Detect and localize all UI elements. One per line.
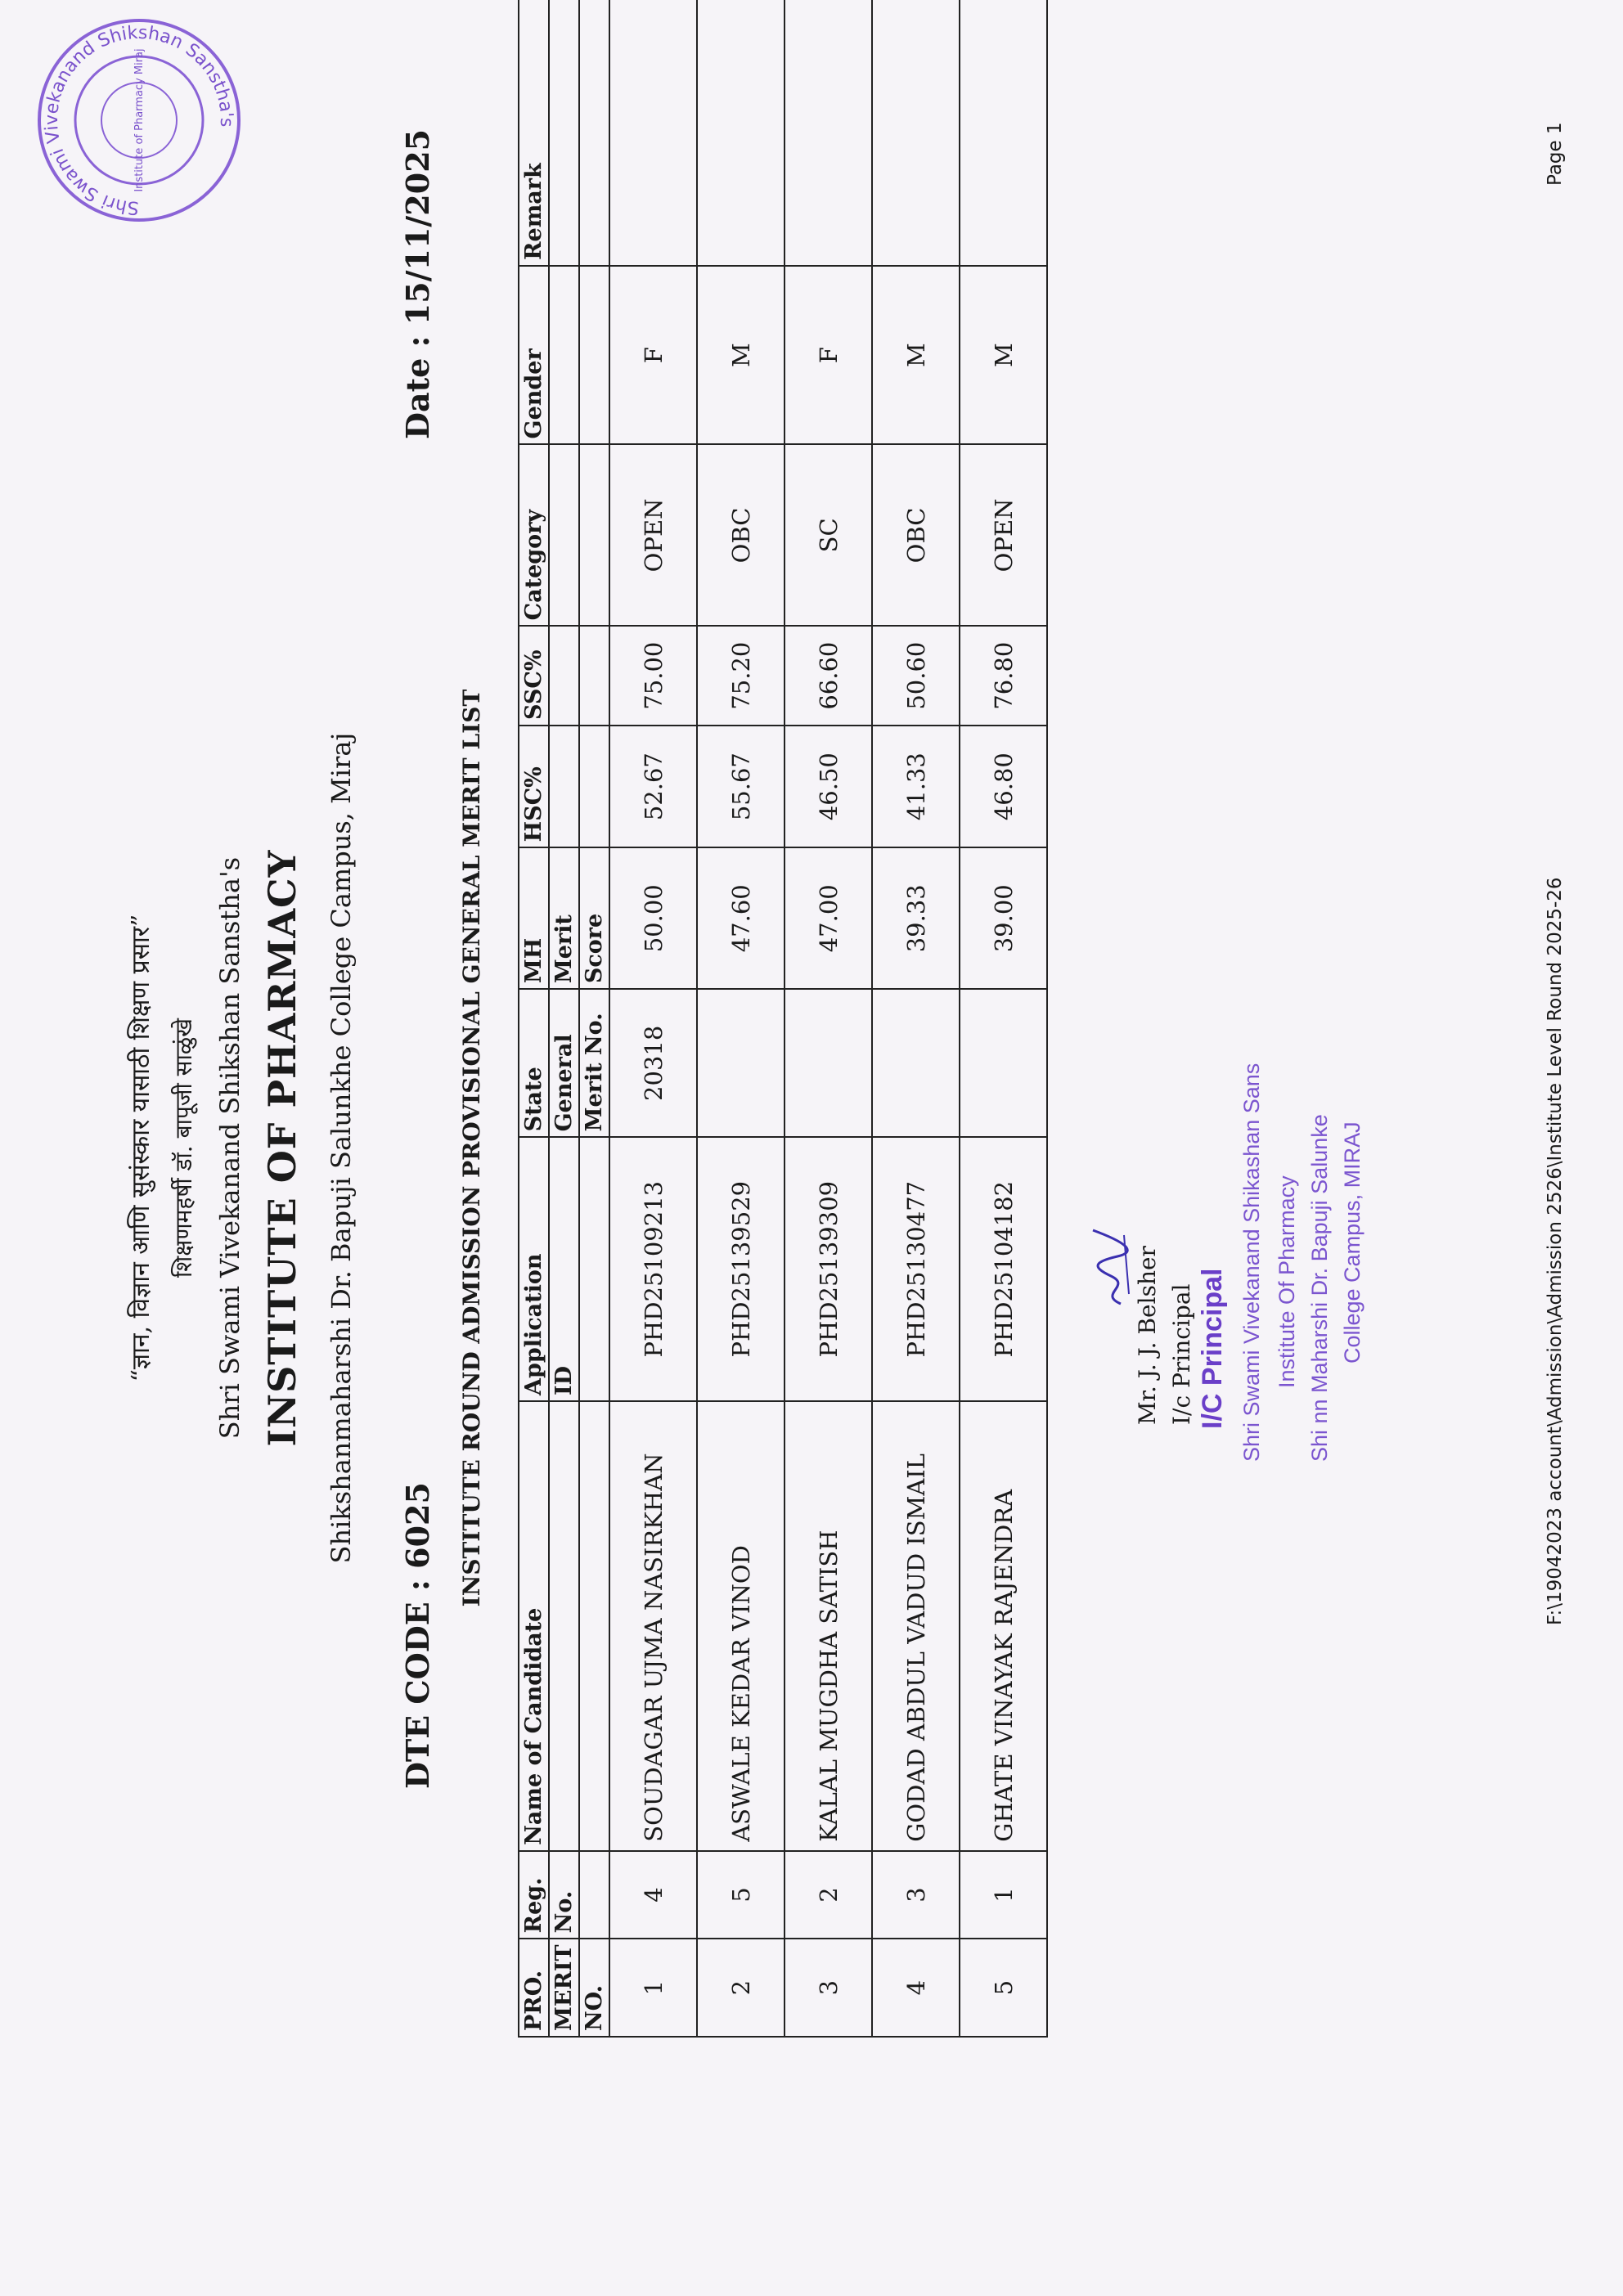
header-cell: Gender	[519, 266, 549, 445]
remark	[960, 0, 1047, 266]
gender: M	[872, 266, 960, 445]
header-cell: No.	[549, 1851, 579, 1939]
candidate-name: SOUDAGAR UJMA NASIRKHAN	[609, 1401, 697, 1851]
header-cell: Reg.	[519, 1851, 549, 1939]
category: SC	[785, 444, 872, 626]
remark	[872, 0, 960, 266]
header-row-3	[579, 0, 609, 2037]
mh-merit-score: 39.00	[960, 847, 1047, 989]
state-merit-no: 20318	[609, 989, 697, 1137]
principal-stamp-line: Institute Of Pharmacy	[1275, 1175, 1299, 1388]
hsc-percent: 52.67	[609, 726, 697, 847]
gender: M	[960, 266, 1047, 445]
header-cell	[579, 0, 609, 266]
application-id: PHD25109213	[609, 1137, 697, 1401]
principal-stamp-line: College Campus, MIRAJ	[1340, 1121, 1364, 1364]
candidate-name: GHATE VINAYAK RAJENDRA	[960, 1401, 1047, 1851]
header-cell: State	[519, 989, 549, 1137]
hsc-percent: 41.33	[872, 726, 960, 847]
principal-stamp-line: Shi nn Maharshi Dr. Bapuji Salunke	[1307, 1114, 1332, 1462]
hsc-percent: 55.67	[697, 726, 785, 847]
header-cell: General	[549, 989, 579, 1137]
file-path-footer: F:\19042023 account\Admission\Admission 2526\Institute Level Round 2025-26	[1544, 877, 1566, 1625]
header-cell: PRO.	[519, 1939, 549, 2037]
application-id: PHD25104182	[960, 1137, 1047, 1401]
reg-no: 2	[785, 1851, 872, 1939]
campus-line: Shikshanmaharshi Dr. Bapuji Salunkhe College Campus, Miraj	[326, 732, 357, 1564]
header-cell: NO.	[579, 1939, 609, 2037]
signatory-name: Mr. J. J. Belsher	[1134, 1246, 1161, 1425]
merit-list-title: INSTITUTE ROUND ADMISSION PROVISIONAL GENERAL MERIT LIST	[458, 689, 485, 1607]
header-cell: Category	[519, 444, 549, 626]
header-cell: Merit	[549, 847, 579, 989]
application-id: PHD25130477	[872, 1137, 960, 1401]
hsc-percent: 46.80	[960, 726, 1047, 847]
header-cell: HSC%	[519, 726, 549, 847]
category: OPEN	[960, 444, 1047, 626]
ssc-percent: 75.00	[609, 626, 697, 726]
application-id: PHD25139309	[785, 1137, 872, 1401]
state-merit-no	[697, 989, 785, 1137]
page-number: Page 1	[1544, 122, 1566, 186]
category: OBC	[697, 444, 785, 626]
candidate-name: ASWALE KEDAR VINOD	[697, 1401, 785, 1851]
header-cell	[579, 266, 609, 445]
header-cell	[549, 626, 579, 726]
signatory-role: I/c Principal	[1168, 1283, 1195, 1425]
header-cell: Name of Candidate	[519, 1401, 549, 1851]
gender: F	[785, 266, 872, 445]
motto: “ज्ञान, विज्ञान आणि सुसंस्कार यासाठी शिक्षण प्रसार”	[127, 914, 155, 1382]
header-cell: Merit No.	[579, 989, 609, 1137]
header-cell	[579, 626, 609, 726]
header-cell	[549, 726, 579, 847]
list-date: Date : 15/11/2025	[399, 128, 436, 439]
reg-no: 3	[872, 1851, 960, 1939]
candidate-name: KALAL MUGDHA SATISH	[785, 1401, 872, 1851]
header-cell: Remark	[519, 0, 549, 266]
header-cell	[579, 1401, 609, 1851]
mh-merit-score: 50.00	[609, 847, 697, 989]
header-cell: SSC%	[519, 626, 549, 726]
gender: M	[697, 266, 785, 445]
header-cell: Application	[519, 1137, 549, 1401]
ssc-percent: 50.60	[872, 626, 960, 726]
table-row	[872, 0, 960, 2037]
pro-merit-no: 2	[697, 1939, 785, 2037]
reg-no: 4	[609, 1851, 697, 1939]
header-cell: Score	[579, 847, 609, 989]
founder-line: शिक्षणमहर्षी डॉ. बापूजी साळुंखे	[170, 1018, 197, 1278]
header-cell	[579, 444, 609, 626]
institute-name: INSTITUTE OF PHARMACY	[260, 849, 304, 1447]
remark	[785, 0, 872, 266]
header-cell	[579, 1851, 609, 1939]
institute-seal-icon	[33, 14, 245, 227]
header-cell	[579, 1137, 609, 1401]
mh-merit-score: 47.00	[785, 847, 872, 989]
header-cell: MERIT	[549, 1939, 579, 2037]
mh-merit-score: 39.33	[872, 847, 960, 989]
category: OPEN	[609, 444, 697, 626]
table-row	[785, 0, 872, 2037]
mh-merit-score: 47.60	[697, 847, 785, 989]
reg-no: 1	[960, 1851, 1047, 1939]
reg-no: 5	[697, 1851, 785, 1939]
header-cell	[549, 0, 579, 266]
principal-stamp-line: Shri Swami Vivekanand Shikashan Sans	[1239, 1063, 1264, 1462]
header-cell: ID	[549, 1137, 579, 1401]
candidate-name: GODAD ABDUL VADUD ISMAIL	[872, 1401, 960, 1851]
table-row	[960, 0, 1047, 2037]
header-cell	[549, 1401, 579, 1851]
merit-table	[518, 0, 1048, 2038]
seal-inner-text: Institute of Pharmacy Miraj	[133, 48, 146, 192]
remark	[697, 0, 785, 266]
sanstha-name: Shri Swami Vivekanand Shikshan Sanstha's	[214, 856, 245, 1440]
gender: F	[609, 266, 697, 445]
dte-code: DTE CODE : 6025	[399, 1482, 436, 1789]
hsc-percent: 46.50	[785, 726, 872, 847]
header-cell	[549, 444, 579, 626]
state-merit-no	[960, 989, 1047, 1137]
pro-merit-no: 4	[872, 1939, 960, 2037]
ssc-percent: 75.20	[697, 626, 785, 726]
header-row-1	[519, 0, 549, 2037]
category: OBC	[872, 444, 960, 626]
pro-merit-no: 1	[609, 1939, 697, 2037]
table-row	[697, 0, 785, 2037]
pro-merit-no: 5	[960, 1939, 1047, 2037]
header-cell	[579, 726, 609, 847]
seal-outer-text: Shri Swami Vivekanand Shikshan Sanstha's	[41, 22, 237, 218]
header-cell: MH	[519, 847, 549, 989]
pro-merit-no: 3	[785, 1939, 872, 2037]
table-row	[609, 0, 697, 2037]
state-merit-no	[872, 989, 960, 1137]
handwritten-signature	[1081, 1220, 1139, 1310]
header-cell	[549, 266, 579, 445]
state-merit-no	[785, 989, 872, 1137]
principal-stamp-title: I/C Principal	[1197, 1268, 1228, 1429]
remark	[609, 0, 697, 266]
ssc-percent: 66.60	[785, 626, 872, 726]
ssc-percent: 76.80	[960, 626, 1047, 726]
header-row-2	[549, 0, 579, 2037]
application-id: PHD25139529	[697, 1137, 785, 1401]
